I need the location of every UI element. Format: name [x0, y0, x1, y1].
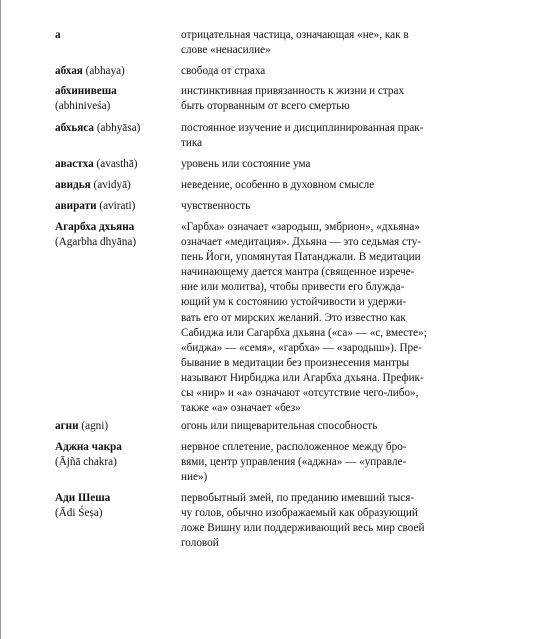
definition-line: ние или молитва), чтобы привести его блужда- — [181, 281, 405, 294]
definition-line: вями, центр управления («аджна» — «управле- — [181, 456, 407, 469]
entry-term: а — [55, 29, 61, 41]
entry-transliteration: (abhyāsa) — [96, 122, 141, 134]
entry-term: абхинивеша (abhiniveśa) — [55, 85, 117, 112]
entry-term: Ади Шеша (Ādi Śeṣa) — [55, 492, 111, 519]
definition-line: головой — [181, 537, 219, 550]
entry-transliteration: (avasthā) — [96, 158, 138, 170]
definition-line: нервное сплетение, расположенное между бро- — [181, 441, 407, 453]
entry-term: Агарбха дхьяна (Agarbha dhyāna) — [55, 221, 137, 248]
definition-line: неведение, особенно в духовном смысле — [181, 179, 375, 191]
definition-line: постоянное изучение и дисциплинированная прак- — [181, 122, 424, 134]
entry-transliteration: (Agarbha dhyāna) — [55, 236, 137, 248]
entry-term: агни (agni) — [55, 420, 109, 432]
entry-definition — [181, 491, 509, 551]
definition-line: также «а» означает «без» — [181, 402, 301, 415]
entry-transliteration: (agni) — [81, 420, 109, 432]
definition-line: уровень или состояние ума — [181, 158, 311, 170]
entry-definition — [181, 419, 509, 434]
entry-definition — [181, 440, 509, 485]
entry-definition — [181, 28, 509, 58]
definition-line: называют Нирбиджа или Агарбха дхьяна. Префик- — [181, 371, 424, 384]
definition-line: слове «ненасилие» — [181, 44, 271, 57]
definition-line: «Гарбха» означает «зародыш, эмбрион», «дхьяна» — [181, 221, 420, 233]
entry-definition — [181, 64, 509, 79]
definition-line: чу голов, обычно изображаемый как образующий — [181, 507, 418, 520]
entry-transliteration: (abhaya) — [85, 65, 125, 77]
definition-line: огонь или пищеварительная способность — [181, 420, 378, 432]
definition-line: Сабиджа или Сагарбха дхьяна («са» — «с, вместе»; — [181, 326, 427, 339]
entry-definition — [181, 178, 509, 193]
entry-definition — [181, 84, 509, 114]
entry-definition — [181, 121, 509, 151]
entry-transliteration: (Ājñā chakra) — [55, 456, 117, 468]
definition-line: чувственность — [181, 200, 251, 212]
entry-transliteration: (abhiniveśa) — [55, 100, 111, 112]
entry-term: авастха (avasthā) — [55, 158, 138, 170]
entry-term: Аджна чакра (Ājñā chakra) — [55, 441, 122, 468]
definition-line: сы «нир» и «а» означают «отсутствие чего-либо», — [181, 387, 419, 400]
definition-line: первобытный змей, по преданию имевший тыся- — [181, 492, 415, 504]
definition-line: ние») — [181, 471, 208, 484]
entry-definition — [181, 157, 509, 172]
definition-line: пень Йоги, упомянутая Патанджали. В медитации — [181, 251, 421, 264]
definition-line: «биджа» — «семя», «гарбха» — «зародыш»). Пре- — [181, 341, 422, 354]
entry-transliteration: (avidyā) — [93, 179, 131, 191]
definition-line: отрицательная частица, означающая «не», как в — [181, 29, 409, 41]
definition-line: быть оторванным от всего смертью — [181, 100, 350, 113]
entry-transliteration: (avirati) — [99, 200, 136, 212]
definition-line: инстинктивная привязанность к жизни и страх — [181, 85, 405, 97]
definition-line: начинающему дается мантра (священное изрече- — [181, 266, 415, 279]
definition-line: означает «медитация». Дхьяна — это седьмая сту- — [181, 236, 422, 249]
entry-term: абхьяса (abhyāsa) — [55, 122, 141, 134]
entry-term: авидья (avidyā) — [55, 179, 131, 191]
definition-line: тика — [181, 137, 203, 150]
entry-transliteration: (Ādi Śeṣa) — [55, 507, 103, 519]
definition-line: ющий ум к состоянию устойчивости и удержи- — [181, 296, 407, 309]
definition-line: вать его от мирских желаний. Это известно как — [181, 311, 406, 324]
entry-definition — [181, 199, 509, 214]
definition-line: бывание в медитации без произнесения мантры — [181, 356, 410, 369]
entry-term: авирати (avirati) — [55, 200, 136, 212]
entry-definition — [181, 220, 509, 416]
entry-term: абхая (abhaya) — [55, 65, 125, 77]
definition-line: свобода от страха — [181, 65, 266, 77]
definition-line: ложе Вишну или поддерживающий весь мир своей — [181, 522, 425, 535]
